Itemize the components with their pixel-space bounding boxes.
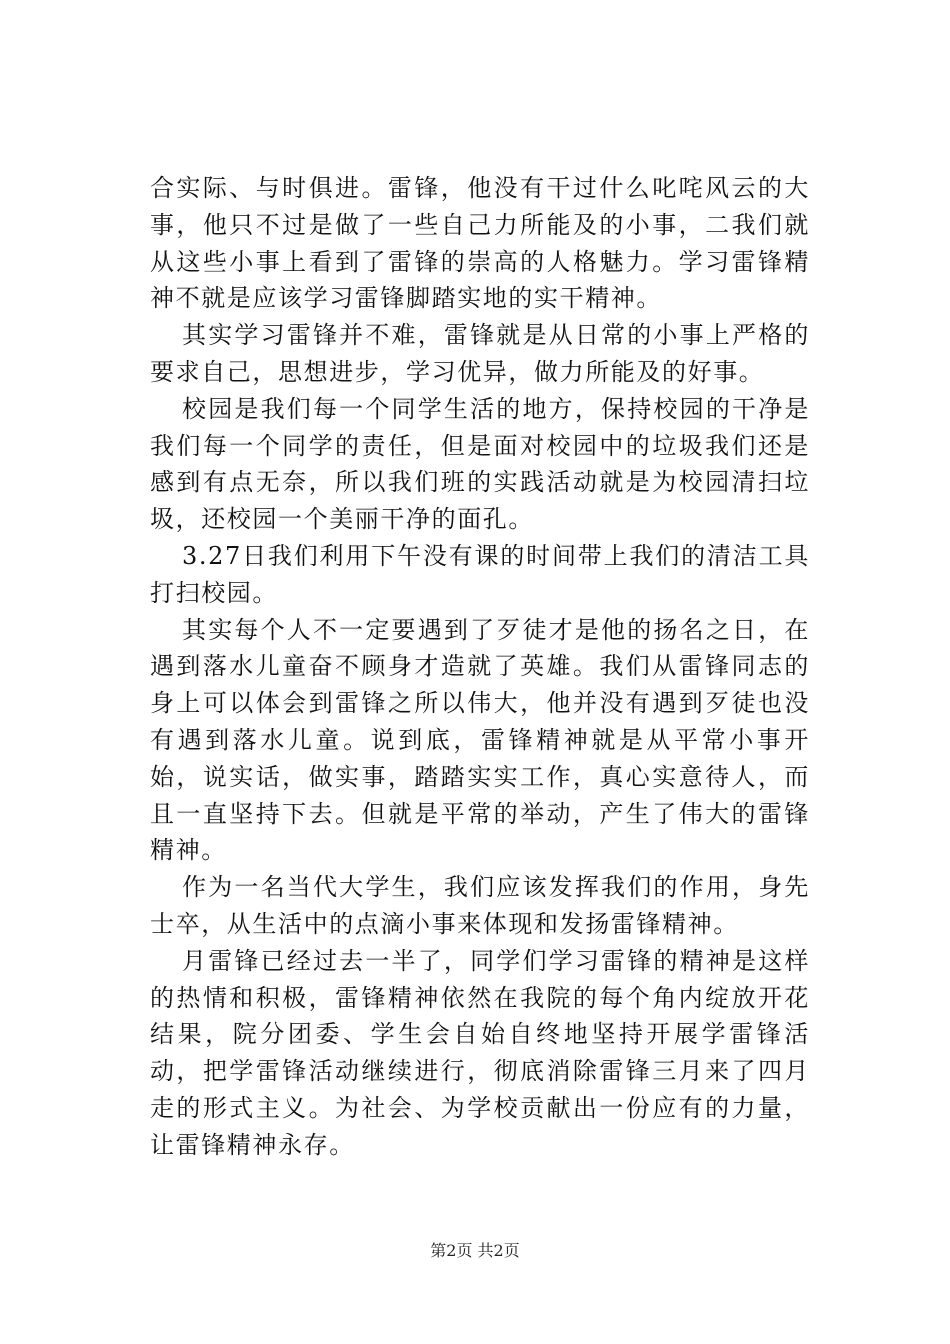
paragraph-continuation: 合实际、与时俱进。雷锋，他没有干过什么叱咤风云的大事，他只不过是做了一些自己力所能及的小事，二我们就从这些小事上看到了雷锋的崇高的人格魅力。学习雷锋精神不就是应该学习雷锋脚踏实地的实干精神。: [150, 174, 810, 313]
document-body: [150, 170, 810, 1164]
paragraph: 校园是我们每一个同学生活的地方，保持校园的干净是我们每一个同学的责任，但是面对校园中的垃圾我们还是感到有点无奈，所以我们班的实践活动就是为校园清扫垃圾，还校园一个美丽干净的面孔。: [150, 394, 810, 534]
paragraph: 作为一名当代大学生，我们应该发挥我们的作用，身先士卒，从生活中的点滴小事来体现和发扬雷锋精神。: [150, 873, 810, 938]
paragraph: 3.27日我们利用下午没有课的时间带上我们的清洁工具打扫校园。: [150, 541, 810, 607]
paragraph: 其实学习雷锋并不难，雷锋就是从日常的小事上严格的要求自己，思想进步，学习优异，做力所能及的好事。: [150, 321, 810, 386]
paragraph: 月雷锋已经过去一半了，同学们学习雷锋的精神是这样的热情和积极，雷锋精神依然在我院的每个角内绽放开花结果，院分团委、学生会自始自终地坚持开展学雷锋活动，把学雷锋活动继续进行，彻底消除雷锋三月来了四月走的形式主义。为社会、为学校贡献出一份应有的力量，让雷锋精神永存。: [150, 946, 810, 1159]
paragraph: 其实每个人不一定要遇到了歹徒才是他的扬名之日，在遇到落水儿童奋不顾身才造就了英雄。我们从雷锋同志的身上可以体会到雷锋之所以伟大，他并没有遇到歹徒也没有遇到落水儿童。说到底，雷锋精神就是从平常小事开始，说实话，做实事，踏踏实实工作，真心实意待人，而且一直坚持下去。但就是平常的举动，产生了伟大的雷锋精神。: [150, 615, 810, 865]
page-number-footer: 第2页 共2页: [430, 1241, 520, 1260]
